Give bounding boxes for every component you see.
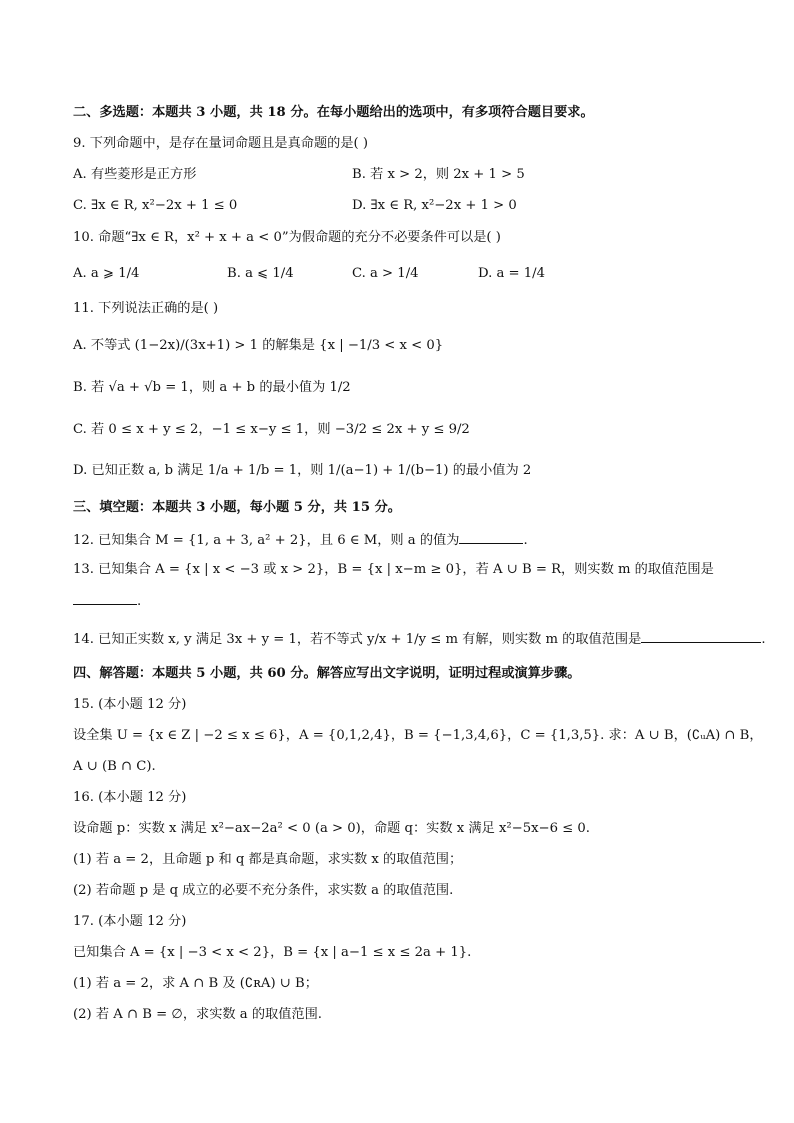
question-11-stem: 11. 下列说法正确的是( )	[73, 301, 219, 316]
section-heading-multiple-choice: 二、多选题：本题共 3 小题，共 18 分。在每小题给出的选项中，有多项符合题目要求。	[73, 105, 594, 120]
question-11-option-c: C. 若 0 ≤ x + y ≤ 2，−1 ≤ x−y ≤ 1，则 −3/2 ≤ 2x + y ≤ 9/2	[73, 422, 470, 437]
question-17-title: 17. (本小题 12 分)	[73, 914, 187, 929]
answer-blank-13[interactable]	[73, 590, 137, 605]
question-9-option-d: D. ∃x ∈ R, x²−2x + 1 > 0	[352, 198, 517, 213]
question-16-title: 16. (本小题 12 分)	[73, 790, 187, 805]
question-10-stem: 10. 命题“∃x ∈ R，x² + x + a < 0”为假命题的充分不必要条件可以是( )	[73, 230, 501, 245]
question-15-line-1: 设全集 U = {x ∈ Z | −2 ≤ x ≤ 6}，A = {0,1,2,4}，B = {−1,3,4,6}，C = {1,3,5}. 求：A ∪ B，(∁ᵤA) ∩ B，	[73, 728, 763, 743]
answer-blank-14[interactable]	[641, 628, 761, 643]
question-12: 12. 已知集合 M = {1, a + 3, a² + 2}，且 6 ∈ M，则 a 的值为 .	[73, 529, 754, 551]
question-10-option-a: A. a ⩾ 1/4	[73, 266, 140, 281]
question-10-option-d: D. a = 1/4	[478, 266, 546, 281]
question-9-option-b: B. 若 x > 2，则 2x + 1 > 5	[352, 167, 525, 182]
question-9-option-c: C. ∃x ∈ R, x²−2x + 1 ≤ 0	[73, 198, 238, 213]
question-14-text: 14. 已知正实数 x, y 满足 3x + y = 1，若不等式 y/x + 1/y ≤ m 有解，则实数 m 的取值范围是	[73, 632, 642, 647]
question-16-line-1: 设命题 p：实数 x 满足 x²−ax−2a² < 0 (a > 0)，命题 q：实数 x 满足 x²−5x−6 ≤ 0.	[73, 821, 591, 836]
question-9-stem: 9. 下列命题中，是存在量词命题且是真命题的是( )	[73, 136, 369, 151]
section-heading-answer: 四、解答题：本题共 5 小题，共 60 分。解答应写出文字说明，证明过程或演算步骤。	[73, 666, 581, 681]
question-13-answer-line: .	[73, 590, 754, 612]
question-11-option-b: B. 若 √a + √b = 1，则 a + b 的最小值为 1/2	[73, 380, 351, 395]
question-10-option-c: C. a > 1/4	[352, 266, 419, 281]
question-9-option-a: A. 有些菱形是正方形	[73, 167, 197, 182]
question-17-part-2: (2) 若 A ∩ B = ∅，求实数 a 的取值范围.	[73, 1007, 322, 1022]
question-11-option-d: D. 已知正数 a, b 满足 1/a + 1/b = 1，则 1/(a−1) + 1/(b−1) 的最小值为 2	[73, 463, 532, 478]
question-16-part-1: (1) 若 a = 2，且命题 p 和 q 都是真命题，求实数 x 的取值范围；	[73, 852, 463, 867]
question-14: 14. 已知正实数 x, y 满足 3x + y = 1，若不等式 y/x + 1/y ≤ m 有解，则实数 m 的取值范围是 .	[73, 628, 754, 650]
question-12-text: 12. 已知集合 M = {1, a + 3, a² + 2}，且 6 ∈ M，则 a 的值为	[73, 533, 460, 548]
question-15-line-2: A ∪ (B ∩ C).	[73, 759, 156, 774]
section-heading-fill-in: 三、填空题：本题共 3 小题，每小题 5 分，共 15 分。	[73, 500, 401, 515]
question-17-part-1: (1) 若 a = 2，求 A ∩ B 及 (∁ʀA) ∪ B；	[73, 976, 318, 991]
answer-blank-12[interactable]	[459, 529, 523, 544]
question-16-part-2: (2) 若命题 p 是 q 成立的必要不充分条件，求实数 a 的取值范围.	[73, 883, 454, 898]
question-15-title: 15. (本小题 12 分)	[73, 697, 187, 712]
question-10-option-b: B. a ⩽ 1/4	[227, 266, 294, 281]
question-11-option-a: A. 不等式 (1−2x)/(3x+1) > 1 的解集是 {x | −1/3 < x < 0}	[73, 338, 444, 353]
question-17-line-1: 已知集合 A = {x | −3 < x < 2}，B = {x | a−1 ≤ x ≤ 2a + 1}.	[73, 945, 472, 960]
question-13-text: 13. 已知集合 A = {x | x < −3 或 x > 2}，B = {x | x−m ≥ 0}，若 A ∪ B = R，则实数 m 的取值范围是	[73, 562, 714, 577]
